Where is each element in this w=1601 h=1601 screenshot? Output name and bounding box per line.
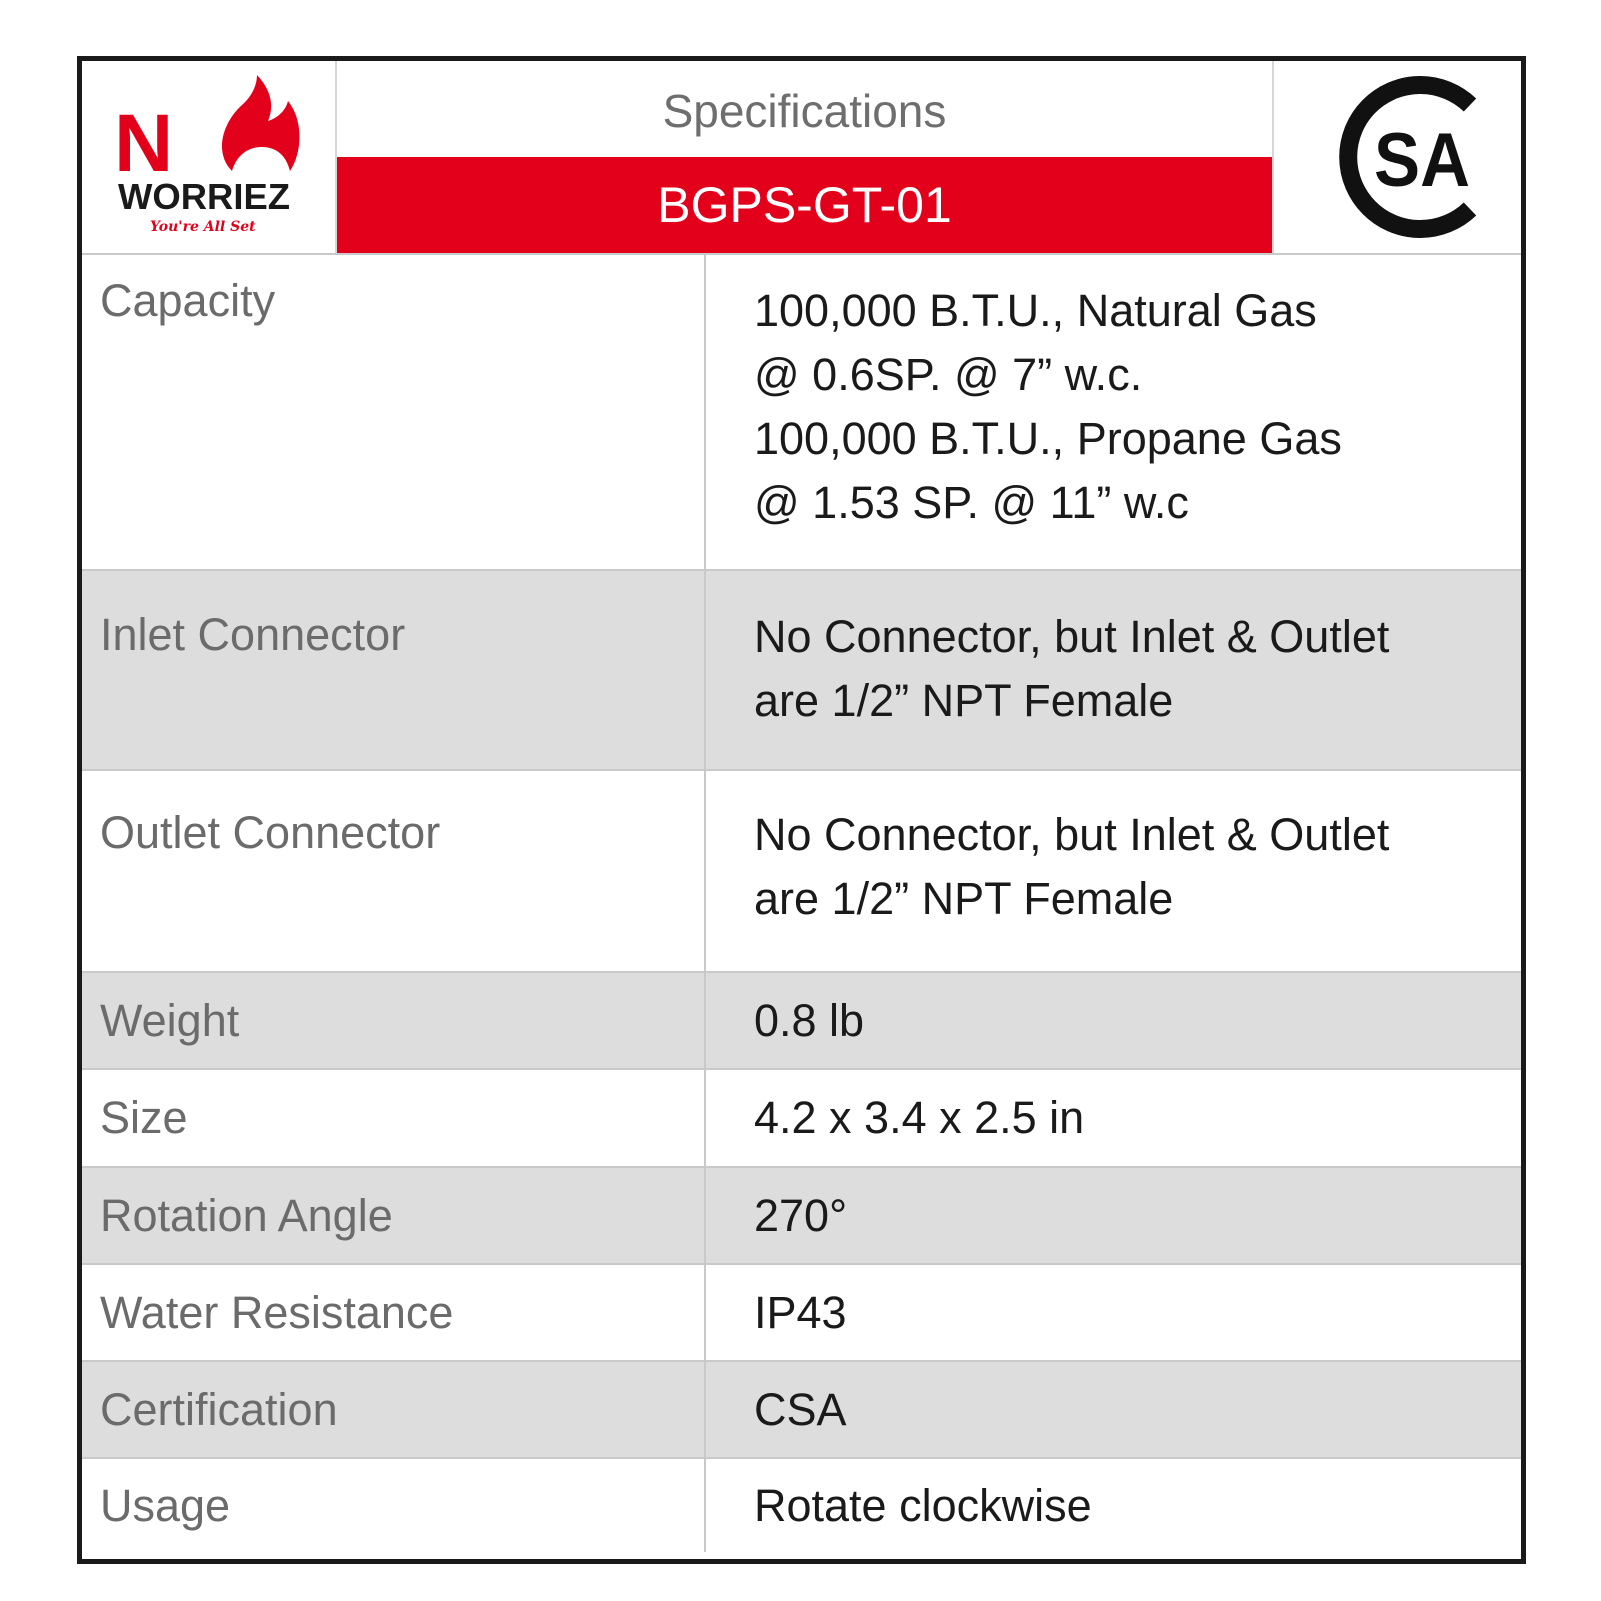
spec-value [706,771,1521,971]
table-row [82,1265,1521,1362]
spec-label: Size [82,1070,706,1166]
spec-value: Rotate clockwise [754,1479,1092,1531]
csa-logo-text: SA [1374,118,1470,203]
title-block [337,61,1272,253]
spec-value-line: 100,000 B.T.U., Propane Gas [754,413,1342,464]
spec-label: Usage [82,1459,706,1552]
table-row [82,771,1521,973]
table-row [82,973,1521,1070]
spec-value-line: @ 1.53 SP. @ 11” w.c [754,477,1189,528]
brand-wordmark: WORRIEZ [118,176,290,217]
spec-label: Outlet Connector [82,771,706,971]
spec-header [82,61,1521,255]
table-row [82,255,1521,571]
spec-value-line: @ 0.6SP. @ 7” w.c. [754,349,1143,400]
model-number-banner: BGPS-GT-01 [337,157,1272,253]
flame-icon [82,61,335,253]
table-row [82,1459,1521,1552]
table-row [82,1168,1521,1265]
spec-label: Capacity [82,255,706,569]
spec-value-line: No Connector, but Inlet & Outlet [754,809,1390,860]
table-row [82,571,1521,771]
spec-label: Water Resistance [82,1265,706,1360]
certification-mark [1272,61,1521,253]
brand-logo [82,61,337,253]
spec-value: CSA [754,1383,847,1435]
spec-value-line: No Connector, but Inlet & Outlet [754,611,1390,662]
spec-value-line: are 1/2” NPT Female [754,675,1174,726]
spec-label: Weight [82,973,706,1068]
spec-label: Inlet Connector [82,571,706,769]
spec-value [706,255,1521,569]
spec-value [706,571,1521,769]
spec-value-line: are 1/2” NPT Female [754,873,1174,924]
page-title: Specifications [662,85,947,137]
spec-value: 4.2 x 3.4 x 2.5 in [754,1092,1085,1143]
spec-value: IP43 [754,1286,847,1338]
spec-value: 0.8 lb [754,994,865,1046]
brand-tagline: You're All Set [150,219,256,235]
spec-label: Certification [82,1362,706,1457]
spec-table [82,255,1521,1552]
spec-value: 270° [754,1189,848,1241]
table-row [82,1362,1521,1459]
csa-logo-icon [1274,61,1521,253]
spec-label: Rotation Angle [82,1168,706,1263]
table-row [82,1070,1521,1168]
brand-letter-n: N [114,98,174,189]
spec-value-line: 100,000 B.T.U., Natural Gas [754,285,1317,336]
spec-sheet [77,56,1526,1564]
